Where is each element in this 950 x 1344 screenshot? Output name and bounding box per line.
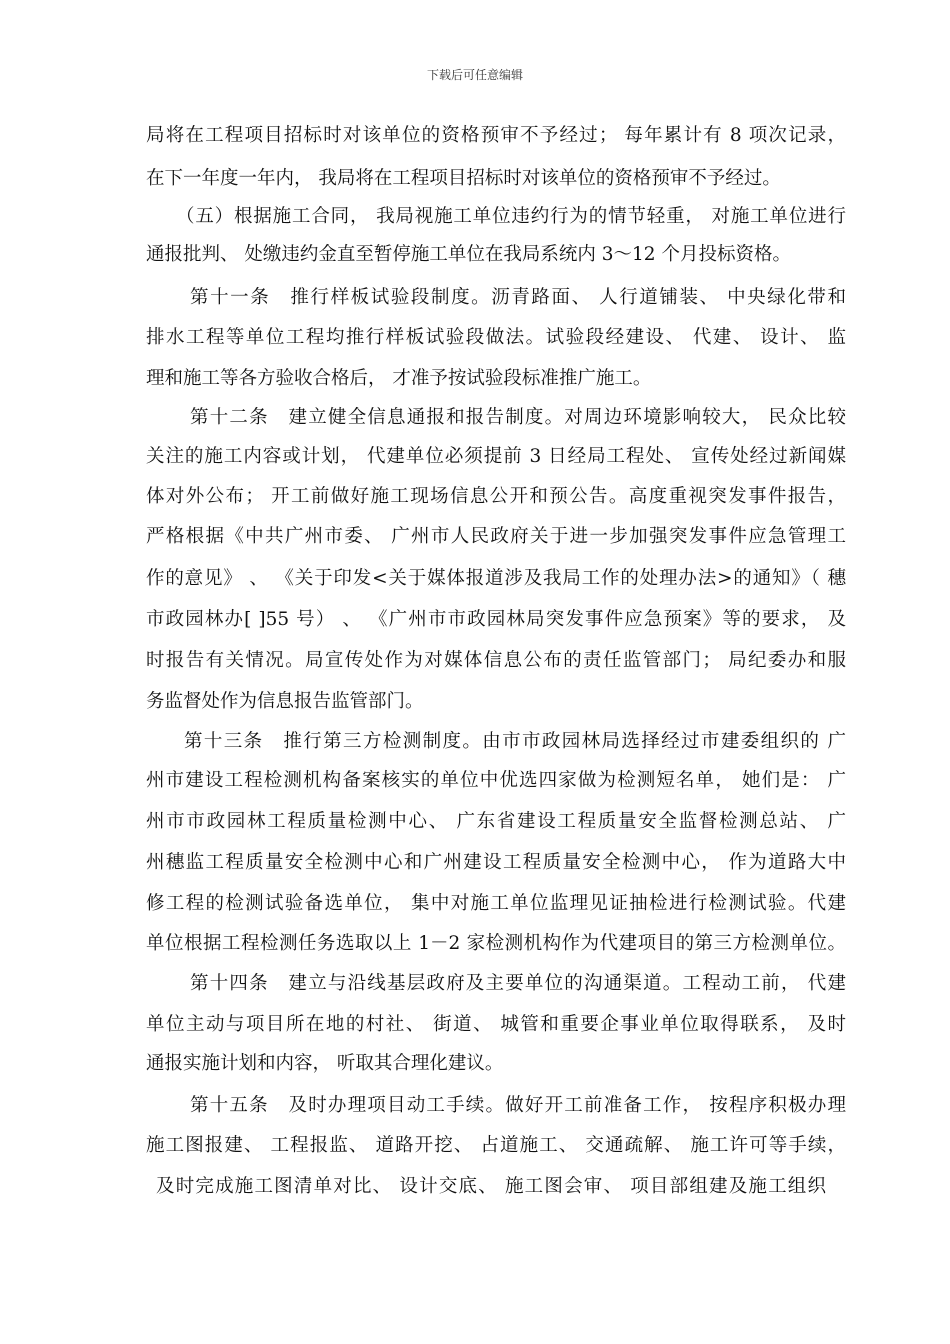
text-line: 修工程的检测试验备选单位， 集中对施工单位监理见证抽检进行检测试验。代建	[146, 893, 846, 914]
header-note: 下载后可任意编辑	[426, 68, 523, 82]
text-line: 通报实施计划和内容， 听取其合理化建议。	[146, 1053, 504, 1074]
text-line: 体对外公布； 开工前做好施工现场信息公开和预公告。高度重视突发事件报告，	[146, 486, 846, 507]
text-line: 州市市政园林工程质量检测中心、 广东省建设工程质量安全监督检测总站、 广	[146, 811, 846, 832]
text-line: （五）根据施工合同， 我局视施工单位违约行为的情节轻重， 对施工单位进行	[176, 206, 846, 227]
text-line: 第十一条 推行样板试验段制度。沥青路面、 人行道铺装、 中央绿化带和	[190, 287, 846, 308]
text-line: 州市建设工程检测机构备案核实的单位中优选四家做为检测短名单， 她们是： 广	[146, 770, 846, 791]
text-line: 第十五条 及时办理项目动工手续。做好开工前准备工作， 按程序积极办理	[190, 1095, 846, 1116]
text-line: 单位主动与项目所在地的村社、 街道、 城管和重要企事业单位取得联系， 及时	[146, 1014, 846, 1035]
text-line: 单位根据工程检测任务选取以上 1－2 家检测机构作为代建项目的第三方检测单位。	[146, 933, 846, 954]
text-line: 排水工程等单位工程均推行样板试验段做法。试验段经建设、 代建、 设计、 监	[146, 327, 846, 348]
text-line: 州穗监工程质量安全检测中心和广州建设工程质量安全检测中心， 作为道路大中	[146, 852, 846, 873]
text-line: 时报告有关情况。局宣传处作为对媒体信息公布的责任监管部门； 局纪委办和服	[146, 650, 846, 671]
text-line: 理和施工等各方验收合格后， 才准予按试验段标准推广施工。	[146, 368, 652, 389]
text-line: 作的意见》 、 《关于印发<关于媒体报道涉及我局工作的处理办法>的通知》（ 穗	[146, 568, 846, 589]
text-line: 务监督处作为信息报告监管部门。	[146, 691, 424, 712]
text-line: 局将在工程项目招标时对该单位的资格预审不予经过； 每年累计有 8 项次记录，	[146, 125, 846, 146]
text-line: 第十三条 推行第三方检测制度。由市市政园林局选择经过市建委组织的 广	[184, 731, 846, 752]
text-line: 通报批判、 处缴违约金直至暂停施工单位在我局系统内 3～12 个月投标资格。	[146, 244, 791, 265]
text-line: 及时完成施工图清单对比、 设计交底、 施工图会审、 项目部组建及施工组织	[156, 1176, 826, 1197]
text-line: 施工图报建、 工程报监、 道路开挖、 占道施工、 交通疏解、 施工许可等手续，	[146, 1135, 846, 1156]
text-line: 市政园林办[ ]55 号） 、 《广州市市政园林局突发事件应急预案》等的要求， 及	[146, 609, 846, 630]
text-line: 在下一年度一年内， 我局将在工程项目招标时对该单位的资格预审不予经过。	[146, 168, 781, 189]
text-line: 严格根据《中共广州市委、 广州市人民政府关于进一步加强突发事件应急管理工	[146, 526, 846, 547]
text-line: 第十二条 建立健全信息通报和报告制度。对周边环境影响较大， 民众比较	[190, 407, 846, 428]
text-line: 关注的施工内容或计划， 代建单位必须提前 3 日经局工程处、 宣传处经过新闻媒	[146, 446, 846, 467]
text-line: 第十四条 建立与沿线基层政府及主要单位的沟通渠道。工程动工前， 代建	[190, 973, 846, 994]
